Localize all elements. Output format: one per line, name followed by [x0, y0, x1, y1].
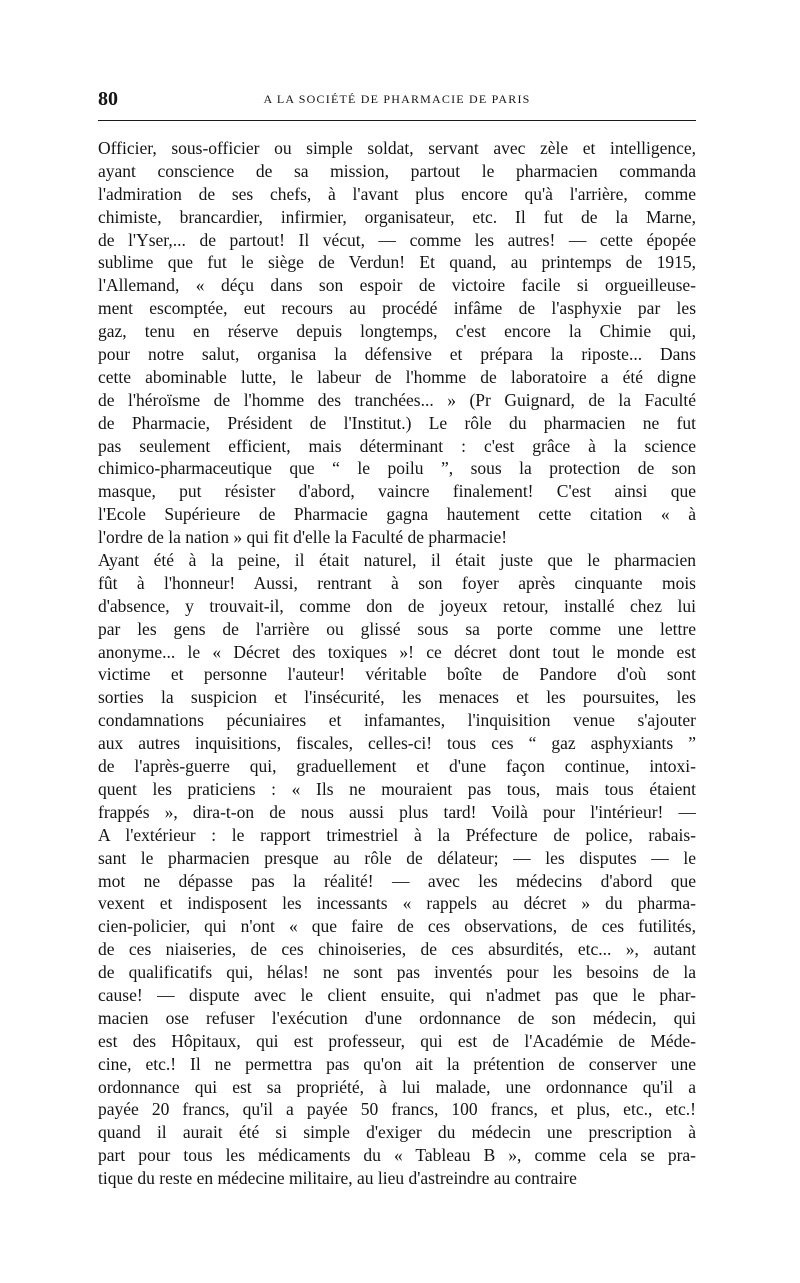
text-line: Ayant été à la peine, il était naturel, il était juste que le pharmacien [98, 550, 696, 571]
text-line: de Pharmacie, Président de l'Institut.) Le rôle du pharmacien ne fut [98, 412, 696, 433]
text-line: l'admiration de ses chefs, à l'avant plus encore qu'à l'arrière, comme [98, 183, 696, 204]
text-line: victime et personne l'auteur! véritable boîte de Pandore d'où sont [98, 664, 696, 685]
text-line: vexent et indisposent les incessants « rappels au décret » du pharma- [98, 893, 696, 914]
text-line: de ces niaiseries, de ces chinoiseries, de ces absurdités, etc... », autant [98, 939, 696, 960]
text-line: masque, put résister d'abord, vaincre finalement! C'est ainsi que [98, 481, 696, 502]
text-line: cette abominable lutte, le labeur de l'homme de laboratoire a été digne [98, 366, 696, 387]
text-line: quent les praticiens : « Ils ne mouraient pas tous, mais tous étaient [98, 778, 696, 799]
text-line: par les gens de l'arrière ou glissé sous sa porte comme une lettre [98, 618, 696, 639]
text-line: mot ne dépasse pas la réalité! — avec les médecins d'abord que [98, 870, 696, 891]
text-line: chimiste, brancardier, infirmier, organisateur, etc. Il fut de la Marne, [98, 206, 696, 227]
text-line: de qualificatifs qui, hélas! ne sont pas inventés pour les besoins de la [98, 962, 696, 983]
text-line: pas seulement efficient, mais déterminant : c'est grâce à la science [98, 435, 696, 456]
text-line: payée 20 francs, qu'il a payée 50 francs, 100 francs, et plus, etc., etc.! [98, 1099, 696, 1120]
text-line: d'absence, y trouvait-il, comme don de joyeux retour, installé chez lui [98, 595, 696, 616]
text-line: sorties la suspicion et l'insécurité, les menaces et les poursuites, les [98, 687, 696, 708]
body-text [98, 137, 696, 1190]
text-line: fût à l'honneur! Aussi, rentrant à son foyer après cinquante mois [98, 572, 696, 593]
text-line: condamnations pécuniaires et infamantes, l'inquisition venue s'ajouter [98, 710, 696, 731]
text-line: macien ose refuser l'exécution d'une ordonnance de son médecin, qui [98, 1007, 696, 1028]
text-line: cien-policier, qui n'ont « que faire de ces observations, de ces futilités, [98, 916, 696, 937]
text-line: ayant conscience de sa mission, partout le pharmacien commanda [98, 160, 696, 181]
text-line: aux autres inquisitions, fiscales, celles-ci! tous ces “ gaz asphyxiants ” [98, 733, 696, 754]
text-line: l'ordre de la nation » qui fit d'elle la Faculté de pharmacie! [98, 527, 508, 548]
text-line: frappés », dira-t-on de nous aussi plus tard! Voilà pour l'intérieur! — [98, 801, 696, 822]
text-line: tique du reste en médecine militaire, au lieu d'astreindre au contraire [98, 1168, 577, 1189]
text-line: cine, etc.! Il ne permettra pas qu'on ait la prétention de conserver une [98, 1053, 696, 1074]
text-line: ordonnance qui est sa propriété, à lui malade, une ordonnance qu'il a [98, 1076, 696, 1097]
header-rule [98, 120, 696, 121]
text-line: A l'extérieur : le rapport trimestriel à la Préfecture de police, rabais- [98, 824, 696, 845]
running-title: A LA SOCIÉTÉ DE PHARMACIE DE PARIS [263, 92, 531, 106]
text-line: sant le pharmacien presque au rôle de délateur; — les disputes — le [98, 847, 696, 868]
text-line: est des Hôpitaux, qui est professeur, qui est de l'Académie de Méde- [98, 1030, 696, 1051]
text-line: de l'après-guerre qui, graduellement et d'une façon continue, intoxi- [98, 756, 696, 777]
text-line: Officier, sous-officier ou simple soldat, servant avec zèle et intelligence, [98, 138, 696, 158]
paragraph [98, 549, 696, 1190]
text-line: pour notre salut, organisa la défensive et prépara la riposte... Dans [98, 344, 696, 365]
text-line: de l'héroïsme de l'homme des tranchées... » (Pr Guignard, de la Faculté [98, 389, 696, 410]
text-line: ment escomptée, eut recours au procédé infâme de l'asphyxie par les [98, 298, 696, 319]
text-line: l'Allemand, « déçu dans son espoir de victoire facile si orgueilleuse- [98, 275, 696, 296]
text-line: de l'Yser,... de partout! Il vécut, — comme les autres! — cette épopée [98, 229, 696, 250]
text-line: chimico-pharmaceutique que “ le poilu ”, sous la protection de son [98, 458, 696, 479]
text-line: sublime que fut le siège de Verdun! Et quand, au printemps de 1915, [98, 252, 696, 273]
text-line: anonyme... le « Décret des toxiques »! ce décret dont tout le monde est [98, 641, 696, 662]
text-line: gaz, tenu en réserve depuis longtemps, c'est encore la Chimie qui, [98, 321, 696, 342]
running-head [98, 88, 696, 112]
text-line: cause! — dispute avec le client ensuite, qui n'admet pas que le phar- [98, 984, 696, 1005]
text-line: quand il aurait été si simple d'exiger du médecin une prescription à [98, 1122, 696, 1143]
paragraph [98, 137, 696, 549]
page-number: 80 [98, 88, 118, 110]
book-page [98, 88, 696, 1190]
text-line: l'Ecole Supérieure de Pharmacie gagna hautement cette citation « à [98, 504, 696, 525]
text-line: part pour tous les médicaments du « Tableau B », comme cela se pra- [98, 1145, 696, 1166]
